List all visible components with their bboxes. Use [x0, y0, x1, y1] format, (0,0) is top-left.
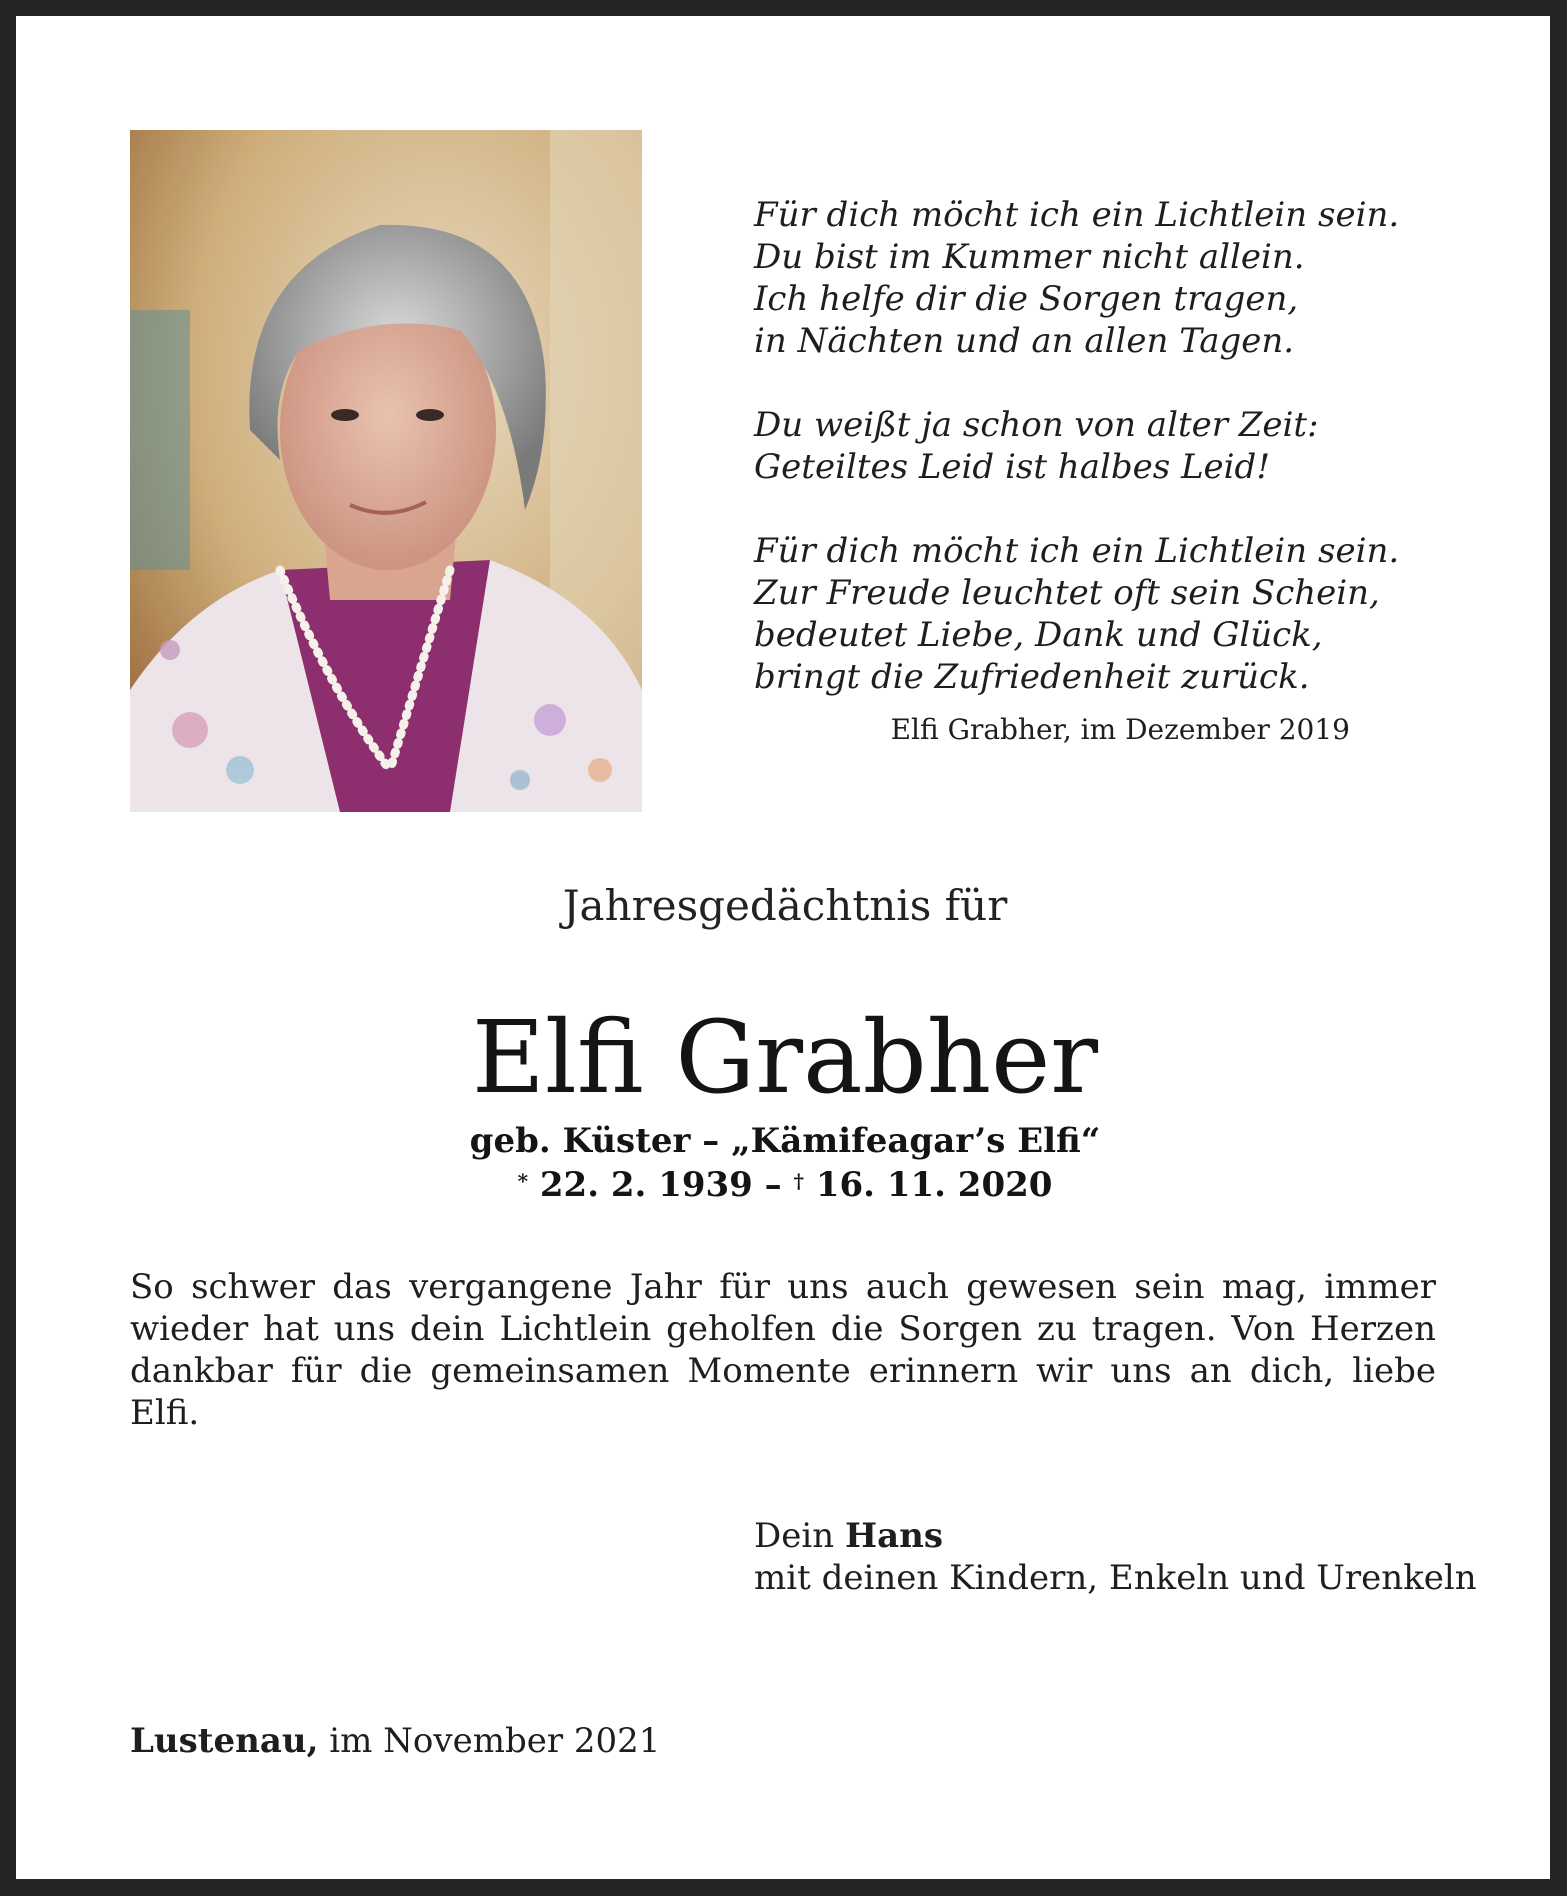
portrait-photo — [130, 130, 642, 812]
died-date: 16. 11. 2020 — [815, 1165, 1053, 1205]
poem — [754, 194, 1400, 698]
born-symbol: * — [517, 1169, 529, 1193]
poem-line: Ich helfe dir die Sorgen tragen, — [754, 279, 1299, 319]
deceased-name: Elfi Grabher — [471, 999, 1099, 1116]
date-text: im November 2021 — [329, 1721, 661, 1761]
signoff-line-2: mit deinen Kindern, Enkeln und Urenkeln — [754, 1558, 1477, 1598]
life-dates — [300, 1164, 1270, 1206]
memorial-text: So schwer das vergangene Jahr für uns auch gewesen sein mag, immer wieder hat uns dein Lichtlein geholfen die Sorgen zu tragen. Von Herzen dankbar für die gemeinsamen Momente erinnern wir uns an dich, liebe Elfi. — [130, 1267, 1436, 1433]
poem-stanza — [754, 404, 1354, 488]
signoff-prefix: Dein — [754, 1516, 835, 1556]
signoff — [754, 1515, 1477, 1599]
poem-line: Für dich möcht ich ein Lichtlein sein. — [754, 195, 1400, 235]
poem-line: bringt die Zufriedenheit zurück. — [754, 657, 1310, 697]
born-date: 22. 2. 1939 — [539, 1165, 753, 1205]
birth-name: geb. Küster – „Kämifeagar’s Elfi“ — [469, 1121, 1101, 1161]
signoff-line-1 — [754, 1515, 1434, 1557]
poem-line: Zur Freude leuchtet oft sein Schein, — [754, 573, 1380, 613]
memorial-heading: Jahresgedächtnis für — [562, 881, 1008, 930]
date-separator: – — [764, 1165, 782, 1205]
poem-line: in Nächten und an allen Tagen. — [754, 321, 1295, 361]
place-name: Lustenau, — [130, 1721, 319, 1761]
signoff-name: Hans — [844, 1516, 943, 1556]
poem-stanza — [754, 530, 1400, 698]
poem-line: Du bist im Kummer nicht allein. — [754, 237, 1305, 277]
poem-line: Geteiltes Leid ist halbes Leid! — [754, 447, 1270, 487]
poem-line: Du weißt ja schon von alter Zeit: — [754, 405, 1319, 445]
died-symbol: † — [793, 1169, 804, 1193]
place-date — [130, 1720, 830, 1762]
poem-signature: Elfi Grabher, im Dezember 2019 — [890, 713, 1350, 746]
poem-stanza — [754, 194, 1400, 362]
poem-line: bedeutet Liebe, Dank und Glück, — [754, 615, 1323, 655]
poem-line: Für dich möcht ich ein Lichtlein sein. — [754, 531, 1400, 571]
